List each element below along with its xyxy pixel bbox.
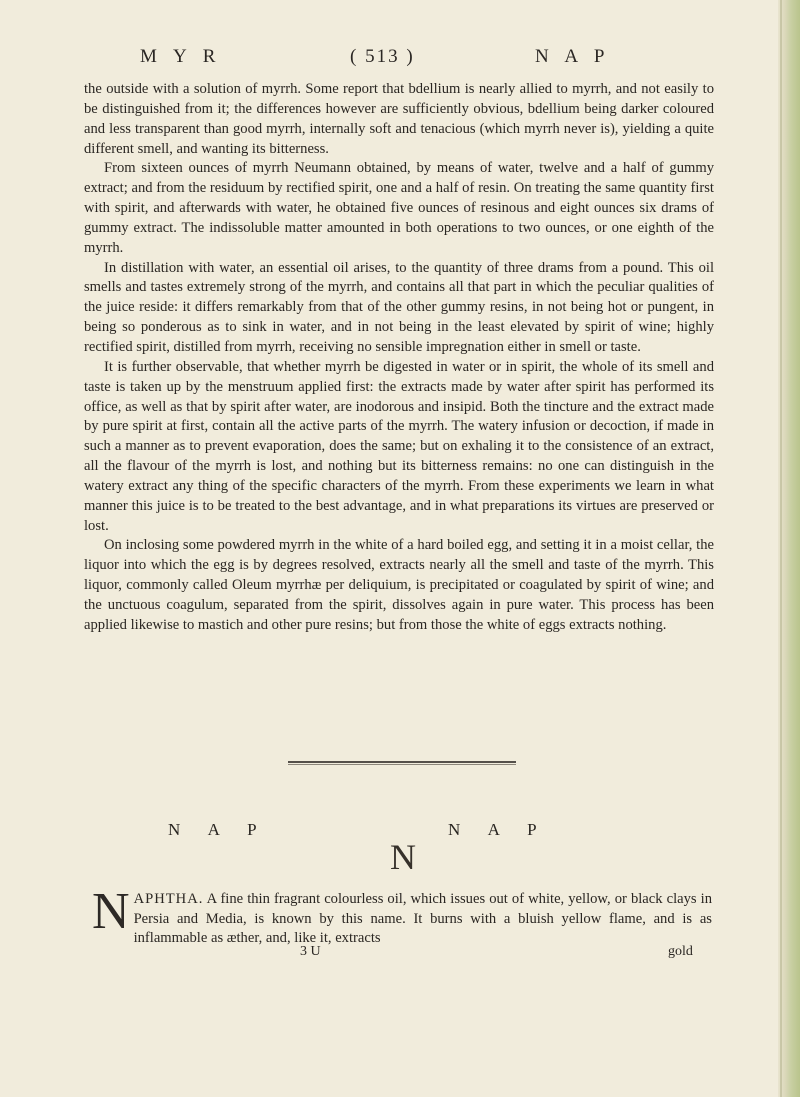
- catchword: gold: [668, 944, 693, 959]
- section-header: [168, 820, 688, 844]
- paragraph: It is further observable, that whether myrrh be digested in water or in spirit, the whole of its smell and taste is taken up by the menstruum applied first: the extracts made by water after spirit has performed its office, as well as that by spirit after water, are inodorous and insipid. Both the tincture and the extract made by pure spirit at first, contain all the active parts of the myrrh. The watery infusion or decoction, if made in such a manner as to prevent evaporation, does the same; but on exhaling it to the consistence of an extract, all the flavour of the myrrh is lost, and nothing but its bitterness remains: no one can distinguish in the watery extract any thing of the specific characters of the myrrh. From these experiments we learn in what manner this juice is to be treated to the best advantage, and in what preparations its virtues are preserved or lost.: [84, 358, 714, 534]
- header-right: N A P: [535, 46, 611, 67]
- entry-text: A fine thin fragrant colourless oil, which issues out of white, yellow, or black clays in Persia and Media, is known by this name. It burns with a bluish yellow flame, and is as inflammable as æther, and, like it, extracts: [133, 891, 712, 947]
- paragraph: In distillation with water, an essential oil arises, to the quantity of three drams from a pound. This oil smells and tastes extremely strong of the myrrh, and contains all that part in which the peculiar qualities of the juice reside: it differs remarkably from that of the other gummy resins, in not being hot or pungent, in being so ponderous as to sink in water, and in not being in the least elevated by spirit of wine; highly rectified spirit, distilled from myrrh, receiving no sensible impregnation either in smell or taste.: [84, 259, 714, 355]
- entry-headword: APHTHA.: [133, 891, 204, 907]
- drop-cap: N: [92, 883, 130, 940]
- page-edge: [778, 0, 800, 1097]
- signature-mark: 3 U: [300, 944, 321, 959]
- section-header-left: N A P: [168, 820, 269, 839]
- dictionary-entry: [92, 883, 712, 949]
- section-header-right: N A P: [448, 820, 549, 839]
- section-letter: N: [390, 837, 416, 877]
- paragraph: On inclosing some powdered myrrh in the white of a hard boiled egg, and setting it in a moist cellar, the liquor into which the egg is by degrees resolved, extracts nearly all the smell and taste of the myrrh. This liquor, commonly called Oleum myrrhæ per deliquium, is precipitated or coagulated by spirit of wine; and the unctuous coagulum, separated from the spirit, dissolves again in pure water. This process has been applied likewise to mastich and other pure resins; but from those the white of eggs extracts nothing.: [84, 537, 714, 633]
- section-divider: [288, 761, 516, 763]
- body-text: [84, 80, 714, 636]
- header-left: M Y R: [140, 46, 222, 67]
- running-header: [140, 46, 660, 76]
- paragraph: the outside with a solution of myrrh. Some report that bdellium is nearly allied to myrrh, and not easily to be distinguished from it; the differences however are sufficiently obvious, bdellium being darker coloured and less transparent than good myrrh, internally soft and tenacious (which myrrh never is), yielding a quite different smell, and wanting its bitterness.: [84, 81, 714, 157]
- page-number: ( 513 ): [350, 46, 415, 67]
- paragraph: From sixteen ounces of myrrh Neumann obtained, by means of water, twelve and a half of gummy extract; and from the residuum by rectified spirit, one and a half of resin. On treating the same quantity first with spirit, and afterwards with water, he obtained five ounces of resinous and eight ounces six drams of gummy extract. The indissoluble matter amounted in both operations to two ounces, or one eighth of the myrrh.: [84, 160, 714, 256]
